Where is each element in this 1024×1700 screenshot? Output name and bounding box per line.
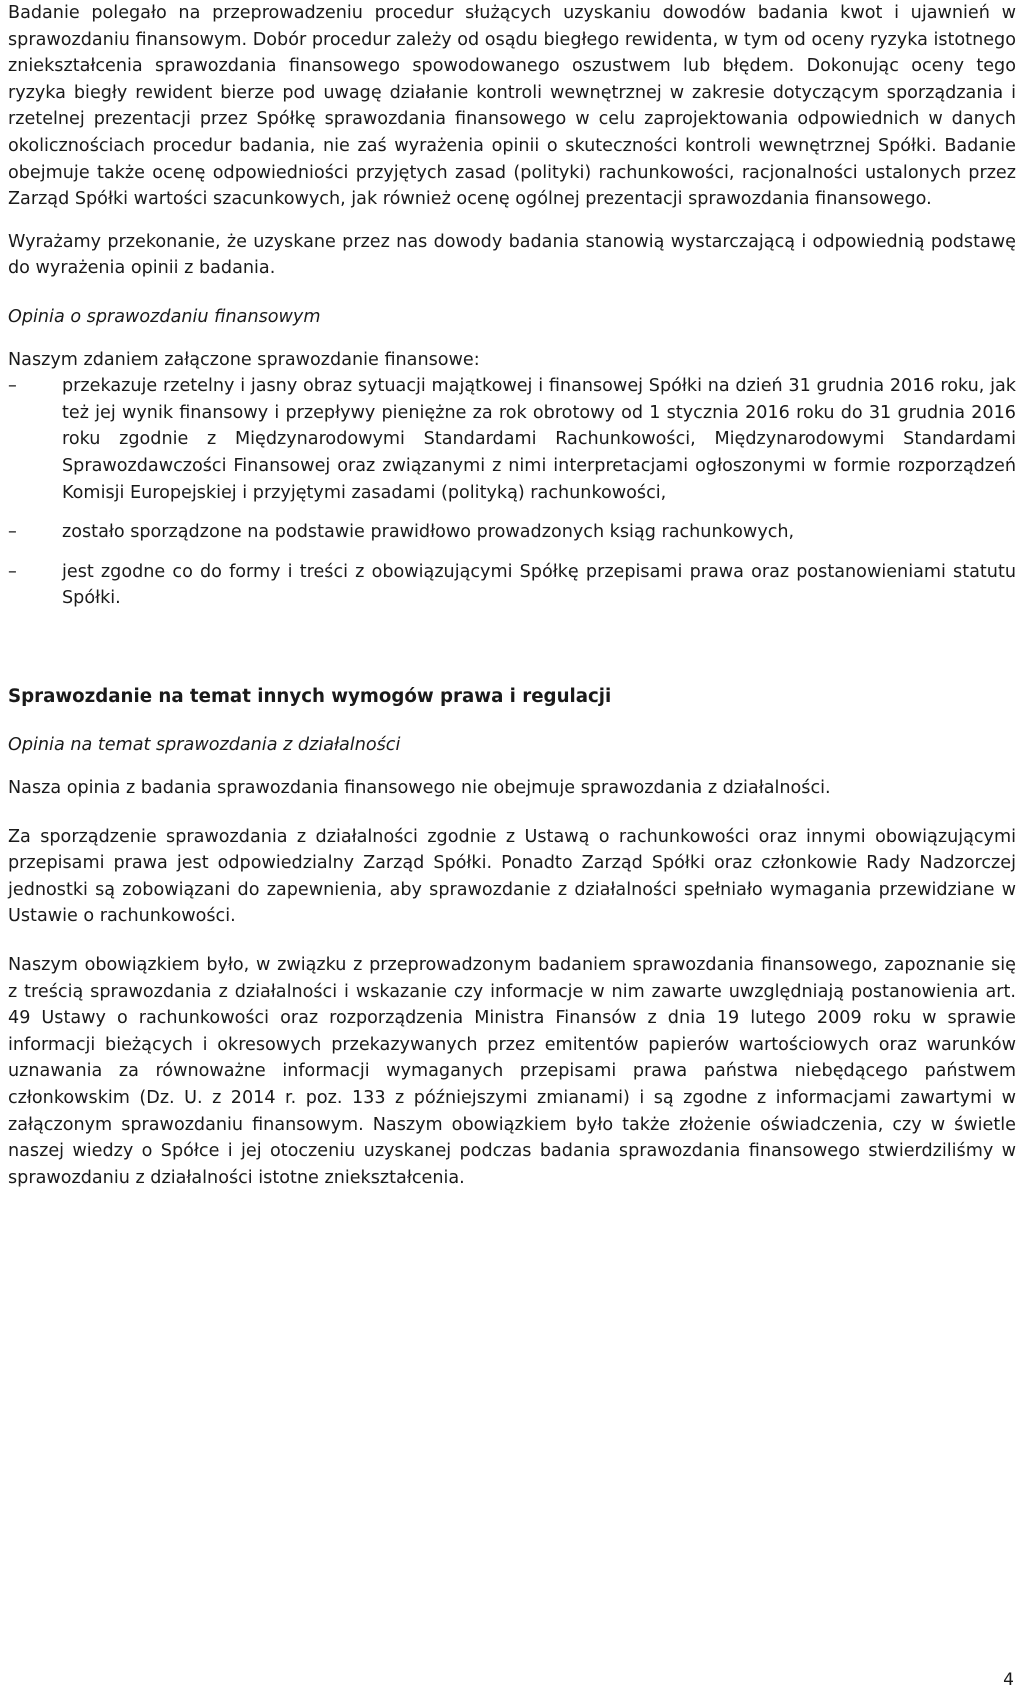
- opinion-intro: Naszym zdaniem załączone sprawozdanie finansowe:: [8, 349, 480, 370]
- list-item-text: jest zgodne co do formy i treści z obowiązującymi Spółkę przepisami prawa oraz postanowieniami statutu Spółki.: [62, 561, 1016, 609]
- opinion-list: [8, 373, 1016, 612]
- list-item-text: zostało sporządzone na podstawie prawidłowo prowadzonych ksiąg rachunkowych,: [62, 522, 795, 543]
- activity-report-subheading: Opinia na temat sprawozdania z działalności: [8, 735, 401, 756]
- page-number: 4: [1003, 1670, 1014, 1691]
- list-item-text: przekazuje rzetelny i jasny obraz sytuacji majątkowej i finansowej Spółki na dzień 31 grudnia 2016 roku, jak też jej wynik finansowy i przepływy pieniężne za rok obrotowy od 1 stycznia 2016 roku do 31 grudnia 2016 roku zgodnie z Międzynarodowymi Standardami Rachunkowości, Międzynarodowymi Standardami Sprawozdawczości Finansowej oraz związanymi z nimi interpretacjami ogłoszonymi w formie rozporządzeń Komisji Europejskiej i przyjętymi zasadami (polityką) rachunkowości,: [62, 376, 1016, 503]
- activity-report-paragraph-3: Naszym obowiązkiem było, w związku z przeprowadzonym badaniem sprawozdania finansowego, zapoznanie się z treścią sprawozdania z działalności i wskazanie czy informacje w nim zawarte uwzględniają postanowienia art. 49 Ustawy o rachunkowości oraz rozporządzenia Ministra Finansów z dnia 19 lutego 2009 roku w sprawie informacji bieżących i okresowych przekazywanych przez emitentów papierów wartościowych oraz warunków uznawania za równoważne informacji wymaganych przepisami prawa państwa niebędącego państwem członkowskim (Dz. U. z 2014 r. poz. 133 z późniejszymi zmianami) i są zgodne z informacjami zawartymi w załączonym sprawozdaniu finansowym. Naszym obowiązkiem było także złożenie oświadczenia, czy w świetle naszej wiedzy o Spółce i jej otoczeniu uzyskanej podczas badania sprawozdania finansowego stwierdziliśmy w sprawozdaniu z działalności istotne zniekształcenia.: [8, 955, 1016, 1188]
- dash-bullet: –: [8, 522, 17, 543]
- evidence-sufficiency-paragraph: Wyrażamy przekonanie, że uzyskane przez nas dowody badania stanowią wystarczającą i odpowiednią podstawę do wyrażenia opinii z badania.: [8, 231, 1016, 279]
- list-item: [8, 373, 1016, 506]
- list-item: [8, 519, 1016, 546]
- dash-bullet: –: [8, 561, 17, 582]
- activity-report-paragraph-2: Za sporządzenie sprawozdania z działalności zgodnie z Ustawą o rachunkowości oraz innymi obowiązującymi przepisami prawa jest odpowiedzialny Zarząd Spółki. Ponadto Zarząd Spółki oraz członkowie Rady Nadzorczej jednostki są zobowiązani do zapewnienia, aby sprawozdanie z działalności spełniało wymagania przewidziane w Ustawie o rachunkowości.: [8, 826, 1016, 927]
- document-page: [8, 0, 1016, 1191]
- opinion-subheading: Opinia o sprawozdaniu finansowym: [8, 306, 321, 327]
- audit-scope-paragraph: Badanie polegało na przeprowadzeniu procedur służących uzyskaniu dowodów badania kwot i ujawnień w sprawozdaniu finansowym. Dobór procedur zależy od osądu biegłego rewidenta, w tym od oceny ryzyka istotnego zniekształcenia sprawozdania finansowego spowodowanego oszustwem lub błędem. Dokonując oceny tego ryzyka biegły rewident bierze pod uwagę działanie kontroli wewnętrznej w zakresie dotyczącym sporządzania i rzetelnej prezentacji przez Spółkę sprawozdania finansowego w celu zaprojektowania odpowiednich w danych okolicznościach procedur badania, nie zaś wyrażenia opinii o skuteczności kontroli wewnętrznej Spółki. Badanie obejmuje także ocenę odpowiedniości przyjętych zasad (polityki) rachunkowości, racjonalności ustalonych przez Zarząd Spółki wartości szacunkowych, jak również ocenę ogólnej prezentacji sprawozdania finansowego.: [8, 3, 1016, 210]
- activity-report-paragraph-1: Nasza opinia z badania sprawozdania finansowego nie obejmuje sprawozdania z działalności.: [8, 778, 831, 799]
- list-item: [8, 559, 1016, 612]
- section-heading: Sprawozdanie na temat innych wymogów prawa i regulacji: [8, 685, 612, 707]
- dash-bullet: –: [8, 376, 17, 397]
